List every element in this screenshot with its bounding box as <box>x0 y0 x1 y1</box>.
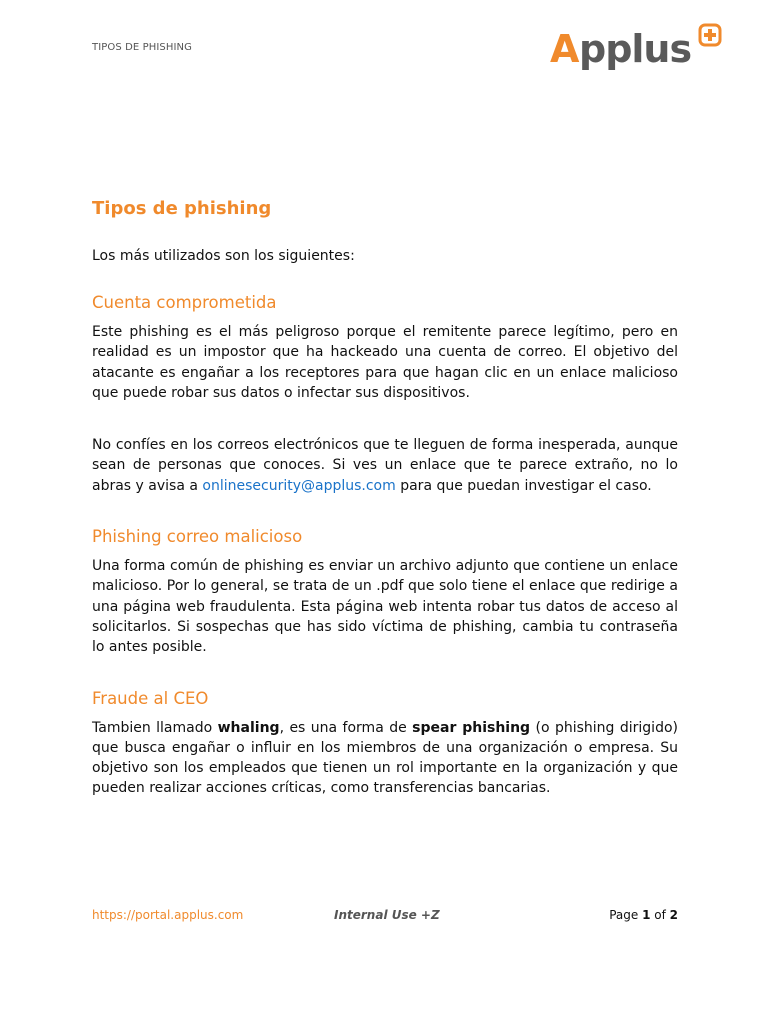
section-paragraph: Una forma común de phishing es enviar un archivo adjunto que contiene un enlace malicioso. Por lo general, se trata de un .pdf que solo tiene el enlace que redirige a una página web fraudulenta. Esta página web intenta robar tus datos de acceso al solicitarlos. Si sospechas que has sido víctima de phishing, cambia tu contraseña lo antes posible. <box>92 558 678 656</box>
intro-text: Los más utilizados son los siguientes: <box>92 248 355 264</box>
page-prefix: Page <box>609 908 643 922</box>
page-total: 2 <box>669 908 678 922</box>
security-email-link[interactable]: onlinesecurity@applus.com <box>202 477 396 494</box>
page-current: 1 <box>642 908 651 922</box>
section-heading-fraude-ceo: Fraude al CEO <box>92 688 209 708</box>
section-paragraph-ceo <box>92 718 678 799</box>
svg-text:A: A <box>550 27 580 71</box>
ceo-text-e: (o phishing dirigido) que busca engañar o influir en los miembros de una organización o empresa. Su objetivo son los empleados que tienen un rol importante en la organización y que pueden realizar acciones críticas, como transferencias bancarias. <box>92 719 678 797</box>
ceo-text-a: Tambien llamado <box>92 719 218 736</box>
section-heading-cuenta-comprometida: Cuenta comprometida <box>92 293 277 312</box>
warning-text-start: No confíes en los correos electrónicos que te lleguen de forma inesperada, aunque sean de personas que conoces. Si ves un enlace que te parece extraño, no lo abras y avisa a <box>92 437 678 494</box>
page-of: of <box>650 908 670 922</box>
warning-text-end: para que puedan investigar el caso. <box>395 477 652 494</box>
svg-text:pplus: pplus <box>579 27 692 71</box>
page-title: Tipos de phishing <box>92 198 272 219</box>
applus-logo <box>548 22 724 78</box>
footer-portal-link[interactable]: https://portal.applus.com <box>92 908 244 922</box>
document-body <box>92 196 678 799</box>
section-heading-correo-malicioso: Phishing correo malicioso <box>92 527 303 547</box>
footer-classification: Internal Use +Z <box>334 908 440 922</box>
section-paragraph: Este phishing es el más peligroso porque el remitente parece legítimo, pero en realidad es un impostor que ha hackeado una cuenta de correo. El objetivo del atacante es engañar a los receptores para que hagan clic en un enlace malicioso que puede robar sus datos o infectar sus dispositivos. <box>92 324 678 401</box>
term-whaling: whaling <box>217 719 280 736</box>
header-label: TIPOS DE PHISHING <box>92 42 192 53</box>
page-footer <box>92 908 678 924</box>
footer-page-number <box>609 908 678 922</box>
term-spear-phishing: spear phishing <box>412 719 531 736</box>
ceo-text-c: , es una forma de <box>279 719 413 736</box>
section-paragraph-warning <box>92 435 678 496</box>
